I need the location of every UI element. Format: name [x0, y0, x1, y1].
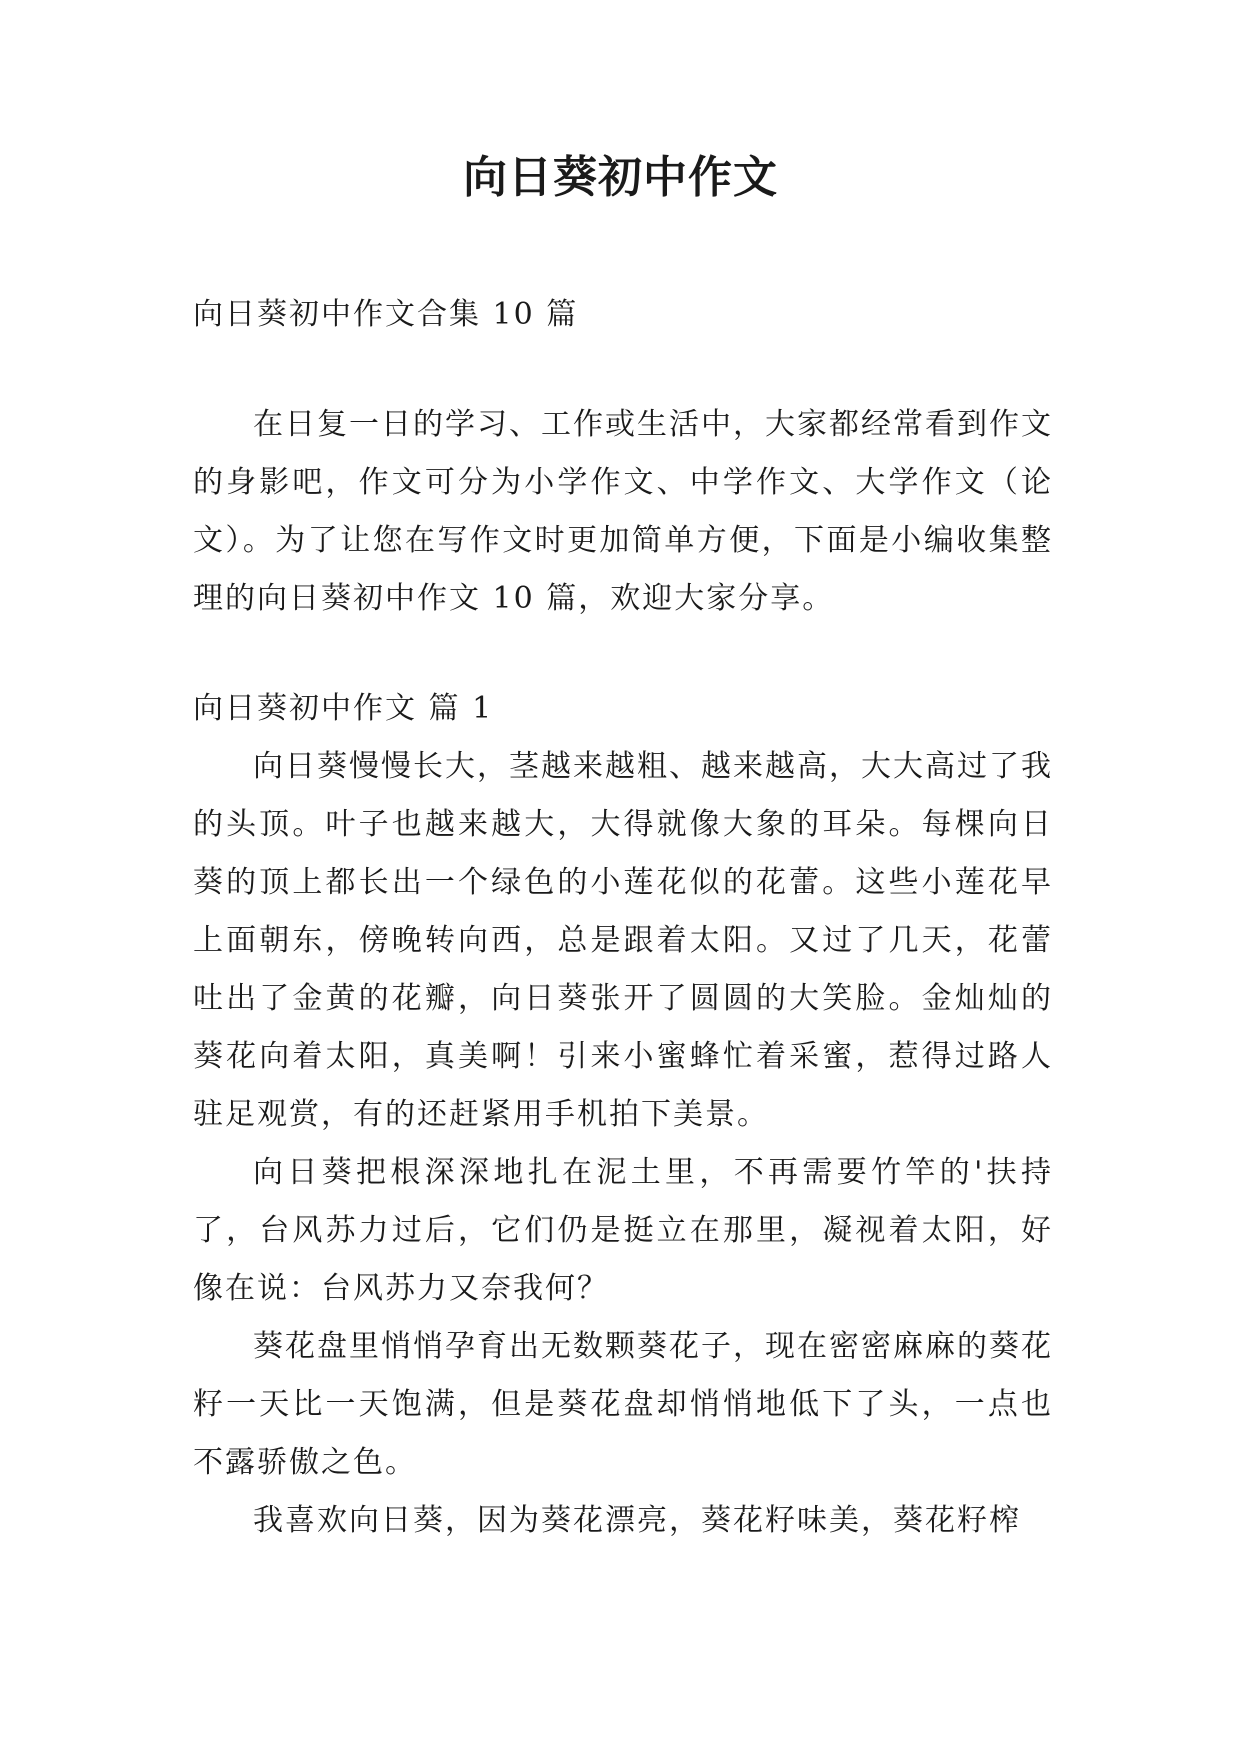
essay-1-paragraph-3: 葵花盘里悄悄孕育出无数颗葵花子，现在密密麻麻的葵花籽一天比一天饱满，但是葵花盘却悄悄地低下了头，一点也不露骄傲之色。 — [193, 1329, 1053, 1480]
document-title: 向日葵初中作文 — [463, 152, 778, 203]
essay-1-paragraph-1: 向日葵慢慢长大，茎越来越粗、越来越高，大大高过了我的头顶。叶子也越来越大，大得就像大象的耳朵。每棵向日葵的顶上都长出一个绿色的小莲花似的花蕾。这些小莲花早上面朝东，傍晚转向西，总是跟着太阳。又过了几天，花蕾吐出了金黄的花瓣，向日葵张开了圆圆的大笑脸。金灿灿的葵花向着太阳，真美啊！引来小蜜蜂忙着采蜜，惹得过路人驻足观赏，有的还赶紧用手机拍下美景。 — [193, 749, 1053, 1132]
collection-subtitle: 向日葵初中作文合集 10 篇 — [193, 297, 579, 332]
essay-1-paragraph-2: 向日葵把根深深地扎在泥土里，不再需要竹竿的'扶持了，台风苏力过后，它们仍是挺立在那里，凝视着太阳，好像在说：台风苏力又奈我何？ — [193, 1155, 1053, 1306]
essay-1-paragraph-4: 我喜欢向日葵，因为葵花漂亮，葵花籽味美，葵花籽榨 — [253, 1503, 1021, 1538]
document-body — [193, 286, 1053, 1550]
intro-paragraph: 在日复一日的学习、工作或生活中，大家都经常看到作文的身影吧，作文可分为小学作文、中学作文、大学作文（论文）。为了让您在写作文时更加简单方便，下面是小编收集整理的向日葵初中作文 10 篇，欢迎大家分享。 — [193, 407, 1053, 616]
essay-1-heading: 向日葵初中作文 篇 1 — [193, 691, 494, 726]
